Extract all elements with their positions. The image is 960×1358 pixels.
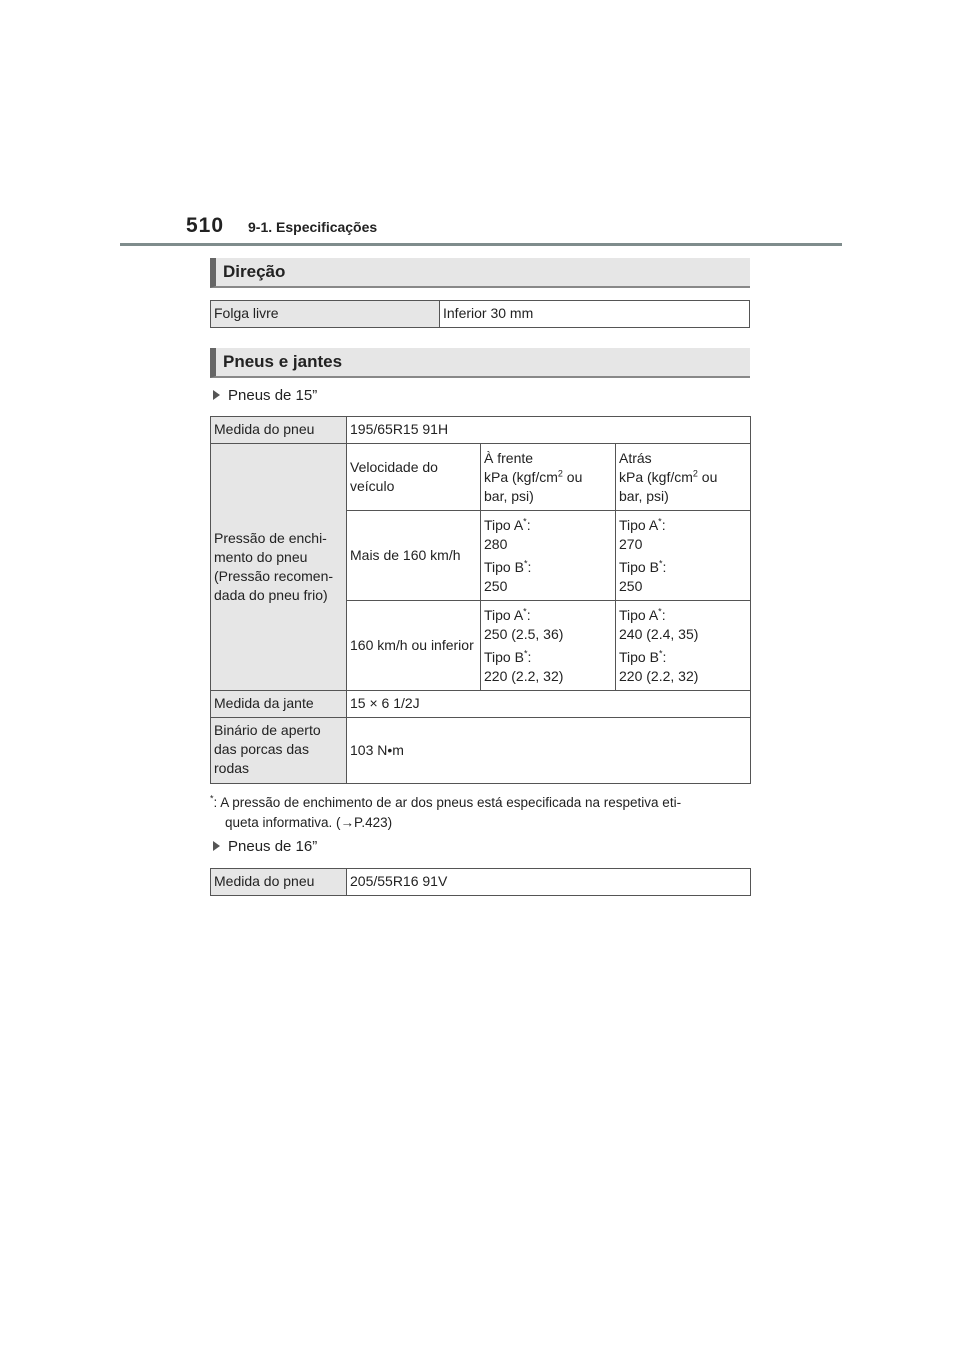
section-title-direcao: Direção bbox=[210, 258, 750, 288]
row2-front-pressure: Tipo A*: 250 (2.5, 36) Tipo B*: 220 (2.2, 32) bbox=[481, 601, 616, 691]
footnote-mark: * bbox=[210, 793, 214, 804]
jante-value: 15 × 6 1/2J bbox=[347, 691, 751, 718]
pneus-15-table bbox=[210, 416, 751, 784]
row1-front-pressure: Tipo A*: 280 Tipo B*: 250 bbox=[481, 511, 616, 601]
footnote: *: A pressão de enchimento de ar dos pneus está especificada na respetiva eti- queta informativa. (→P.423) bbox=[210, 793, 682, 830]
triangle-bullet-icon bbox=[213, 841, 220, 851]
direcao-table bbox=[210, 300, 750, 328]
triangle-bullet-icon bbox=[213, 390, 220, 400]
binario-label: Binário de aperto das porcas das rodas bbox=[211, 718, 347, 784]
medida-pneu-16-label: Medida do pneu bbox=[211, 869, 347, 896]
row1-rear-pressure: Tipo A*: 270 Tipo B*: 250 bbox=[616, 511, 751, 601]
bullet-pneus-15: Pneus de 15” bbox=[213, 387, 317, 404]
atras-header: Atrás kPa ($kgf/cm^2$ ou bar, psi) bbox=[616, 444, 751, 511]
row2-rear-pressure: Tipo A*: 240 (2.4, 35) Tipo B*: 220 (2.2, 32) bbox=[616, 601, 751, 691]
velocidade-header: Velocidade do veículo bbox=[347, 444, 481, 511]
speed-over-160: Mais de 160 km/h bbox=[347, 511, 481, 601]
speed-160-or-less: 160 km/h ou inferior bbox=[347, 601, 481, 691]
frente-header: À frente kPa ($kgf/cm^2$ ou bar, psi) bbox=[481, 444, 616, 511]
medida-pneu-label: Medida do pneu bbox=[211, 417, 347, 444]
folga-label: Folga livre bbox=[211, 301, 440, 328]
pressao-label: Pressão de enchi- mento do pneu (Pressão recomen- dada do pneu frio) bbox=[211, 444, 347, 691]
pneus-16-table bbox=[210, 868, 751, 896]
binario-value: 103 N•m bbox=[347, 718, 751, 784]
bullet-pneus-16: Pneus de 16” bbox=[213, 838, 317, 855]
folga-value: Inferior 30 mm bbox=[440, 301, 750, 328]
section-title-pneus: Pneus e jantes bbox=[210, 348, 750, 378]
jante-label: Medida da jante bbox=[211, 691, 347, 718]
medida-pneu-value: 195/65R15 91H bbox=[347, 417, 751, 444]
header-divider bbox=[120, 243, 842, 246]
medida-pneu-16-value: 205/55R16 91V bbox=[347, 869, 751, 896]
page-number: 510 bbox=[186, 214, 225, 237]
chapter-title: 9-1. Especificações bbox=[248, 219, 378, 235]
